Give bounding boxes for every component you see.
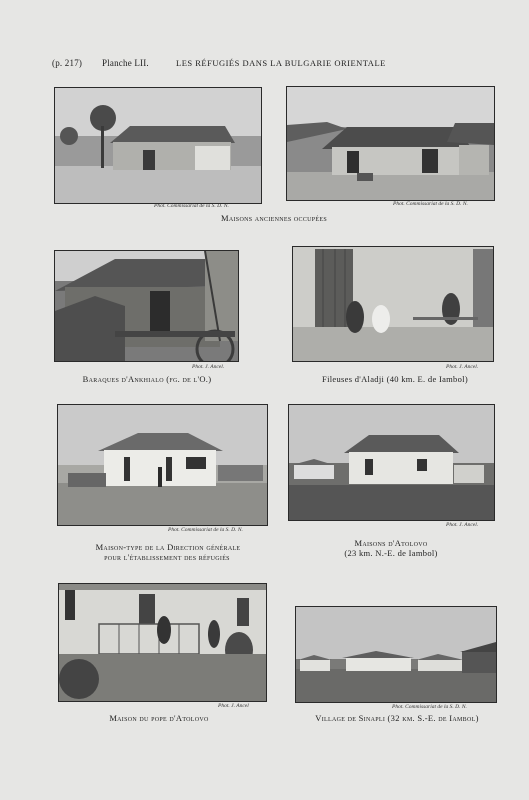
photo-village-sinapli [295,606,497,703]
photo-credit: Phot. J. Ancel [218,703,249,709]
caption-spinners-aladji: Fileuses d'Aladji (40 km. E. de Iambol) [322,374,468,384]
photo-credit: Phot. Commissariat de la S. D. N. [154,203,229,209]
photo-credit: Phot. J. Ancel. [192,364,225,370]
photo-old-house-right [286,86,495,201]
photo-old-house-left [54,87,262,204]
caption-atolovo-line1: Maisons d'Atolovo [354,538,428,548]
photo-pope-house-atolovo [58,583,267,702]
caption-model-house-line1: Maison-type de la Direction générale [95,542,241,552]
photo-barracks-ankhialo [54,250,239,362]
plate-number: Planche LII. [102,58,149,68]
photo-credit: Phot. J. Ancel. [446,522,479,528]
photo-credit: Phot. Commissariat de la S. D. N. [392,704,467,710]
photo-credit: Phot. J. Ancel. [446,364,479,370]
caption-model-house-line2: pour l'établissement des réfugiés [104,552,230,562]
caption-barracks-ankhialo: Baraques d'Ankhialo (fg. de l'O.) [82,374,212,384]
page-number: (p. 217) [52,58,83,68]
caption-atolovo-line2: (23 km. N.-E. de Iambol) [344,548,438,558]
photo-spinners-aladji [292,246,494,362]
caption-old-houses: Maisons anciennes occupées [221,213,327,223]
caption-village-sinapli: Village de Sinapli (32 km. S.-E. de Iambol) [315,713,479,723]
photo-credit: Phot. Commissariat de la S. D. N. [168,527,243,533]
photo-houses-atolovo [288,404,495,521]
running-title: LES RÉFUGIÉS DANS LA BULGARIE ORIENTALE [176,58,386,68]
photo-model-house [57,404,268,526]
caption-pope-house: Maison du pope d'Atolovo [109,713,209,723]
photo-credit: Phot. Commissariat de la S. D. N. [393,201,468,207]
